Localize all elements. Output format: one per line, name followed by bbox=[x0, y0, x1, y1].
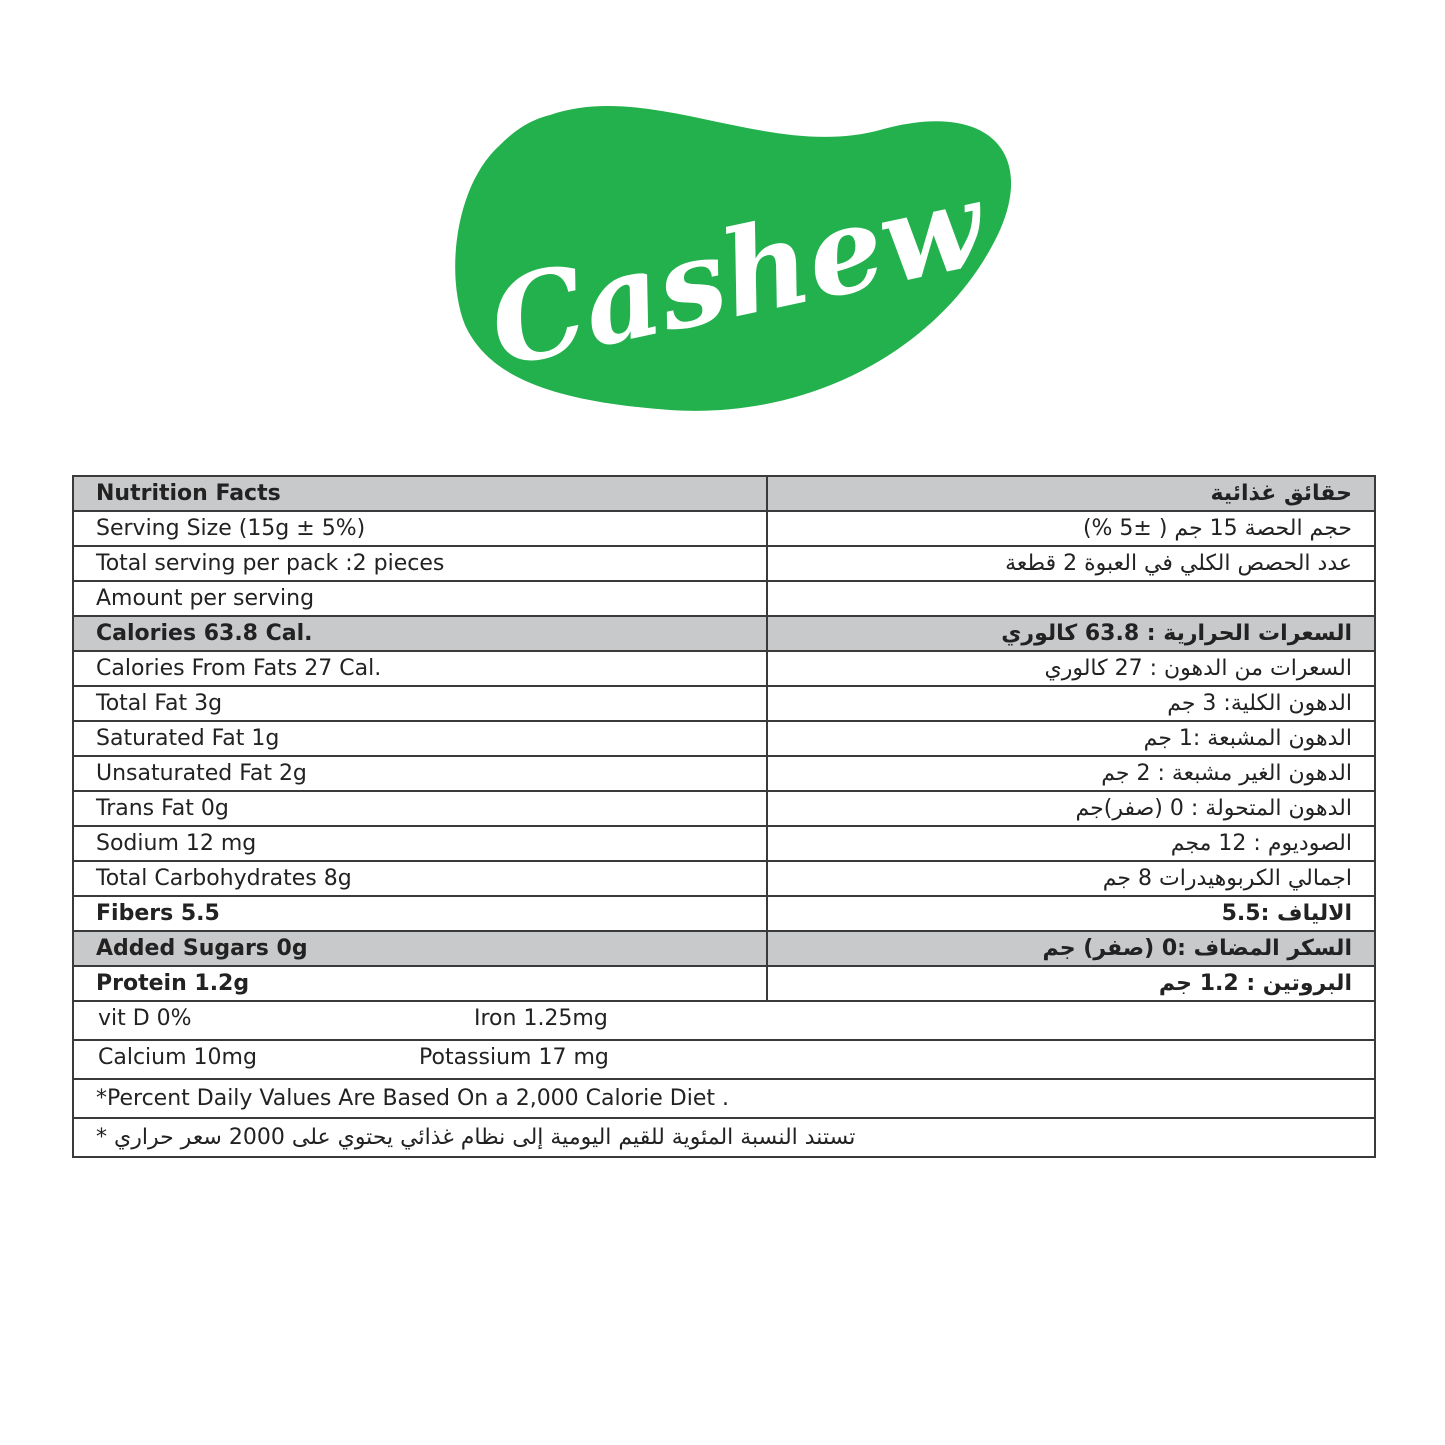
iron-value: Iron 1.25mg bbox=[474, 1006, 608, 1031]
cashew-logo bbox=[440, 90, 1020, 420]
cashew-blob-shape bbox=[440, 90, 1020, 420]
nutrient-label-en: Total serving per pack :2 pieces bbox=[73, 546, 767, 581]
nutrient-label-en: Amount per serving bbox=[73, 581, 767, 616]
nutrient-label-en: Total Fat 3g bbox=[73, 686, 767, 721]
nutrient-label-en: Fibers 5.5 bbox=[73, 896, 767, 931]
nutrition-row bbox=[73, 931, 1375, 966]
nutrient-label-ar: الصوديوم : 12 مجم bbox=[767, 826, 1375, 861]
mineral-row bbox=[73, 1040, 1375, 1079]
nutrition-row bbox=[73, 861, 1375, 896]
nutrient-label-en: Sodium 12 mg bbox=[73, 826, 767, 861]
footnote-en: *Percent Daily Values Are Based On a 2,000 Calorie Diet . bbox=[73, 1079, 1375, 1118]
nutrition-row bbox=[73, 616, 1375, 651]
nutrition-row bbox=[73, 826, 1375, 861]
nutrient-label-ar: الدهون الغير مشبعة : 2 جم bbox=[767, 756, 1375, 791]
nutrient-label-ar: السعرات من الدهون : 27 كالوري bbox=[767, 651, 1375, 686]
nutrient-label-ar bbox=[767, 581, 1375, 616]
nutrient-label-ar: حجم الحصة 15 جم ( ±5 %) bbox=[767, 511, 1375, 546]
nutrient-label-en: Unsaturated Fat 2g bbox=[73, 756, 767, 791]
nutrient-label-ar: اجمالي الكربوهيدرات 8 جم bbox=[767, 861, 1375, 896]
nutrient-label-en: Total Carbohydrates 8g bbox=[73, 861, 767, 896]
nutrient-label-en: Calories 63.8 Cal. bbox=[73, 616, 767, 651]
nutrient-label-ar: حقائق غذائية bbox=[767, 476, 1375, 511]
nutrition-row bbox=[73, 721, 1375, 756]
potassium-value: Potassium 17 mg bbox=[419, 1045, 609, 1070]
nutrition-row bbox=[73, 476, 1375, 511]
nutrition-row bbox=[73, 511, 1375, 546]
nutrition-row bbox=[73, 791, 1375, 826]
nutrient-label-ar: الدهون الكلية: 3 جم bbox=[767, 686, 1375, 721]
nutrition-row bbox=[73, 546, 1375, 581]
nutrient-label-ar: عدد الحصص الكلي في العبوة 2 قطعة bbox=[767, 546, 1375, 581]
nutrient-label-ar: البروتين : 1.2 جم bbox=[767, 966, 1375, 1001]
footnote-ar: تستند النسبة المئوية للقيم اليومية إلى نظام غذائي يحتوي على 2000 سعر حراري * bbox=[73, 1118, 1375, 1157]
nutrition-row bbox=[73, 686, 1375, 721]
nutrient-label-en: Saturated Fat 1g bbox=[73, 721, 767, 756]
nutrition-row bbox=[73, 966, 1375, 1001]
nutrition-row bbox=[73, 651, 1375, 686]
vit-d-value: vit D 0% bbox=[98, 1006, 192, 1031]
nutrient-label-en: Protein 1.2g bbox=[73, 966, 767, 1001]
nutrition-row bbox=[73, 896, 1375, 931]
nutrient-label-ar: الالياف :5.5 bbox=[767, 896, 1375, 931]
product-name: Cashew bbox=[477, 153, 996, 394]
calcium-value: Calcium 10mg bbox=[98, 1045, 257, 1070]
nutrient-label-en: Trans Fat 0g bbox=[73, 791, 767, 826]
nutrient-label-ar: السعرات الحرارية : 63.8 كالوري bbox=[767, 616, 1375, 651]
nutrition-row bbox=[73, 756, 1375, 791]
nutrient-label-ar: السكر المضاف :0 (صفر) جم bbox=[767, 931, 1375, 966]
nutrient-label-ar: الدهون المتحولة : 0 (صفر)جم bbox=[767, 791, 1375, 826]
mineral-row bbox=[73, 1001, 1375, 1040]
nutrient-label-ar: الدهون المشبعة :1 جم bbox=[767, 721, 1375, 756]
nutrition-row bbox=[73, 581, 1375, 616]
nutrient-label-en: Calories From Fats 27 Cal. bbox=[73, 651, 767, 686]
nutrient-label-en: Added Sugars 0g bbox=[73, 931, 767, 966]
nutrition-facts-table bbox=[72, 475, 1376, 1158]
nutrient-label-en: Serving Size (15g ± 5%) bbox=[73, 511, 767, 546]
nutrient-label-en: Nutrition Facts bbox=[73, 476, 767, 511]
